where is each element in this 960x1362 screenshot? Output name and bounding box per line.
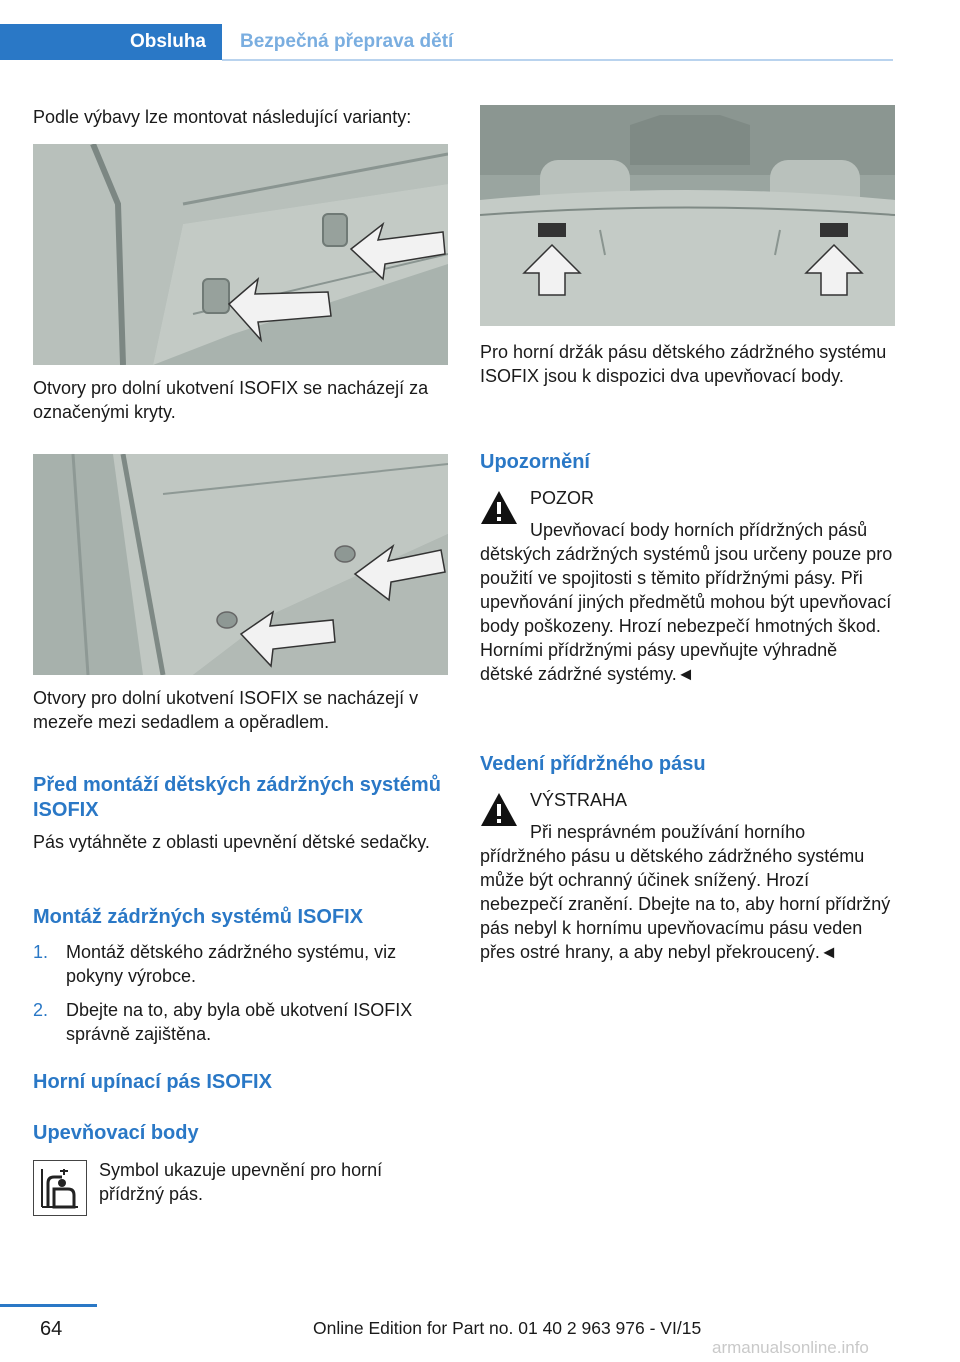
warning-label: VÝSTRAHA bbox=[530, 790, 628, 810]
edition-text: Online Edition for Part no. 01 40 2 963 976 - VI/15 bbox=[313, 1318, 702, 1338]
page-number: 64 bbox=[40, 1318, 63, 1340]
warning-text bbox=[480, 820, 895, 964]
chapter-title: Bezpečná přeprava dětí bbox=[240, 31, 454, 52]
heading-belt-routing: Vedení přídržného pásu bbox=[480, 753, 706, 775]
notice-label: POZOR bbox=[530, 488, 595, 508]
photo-isofix-gap bbox=[33, 454, 448, 675]
step-number: 1. bbox=[33, 942, 49, 962]
section-tab: Obsluha bbox=[0, 24, 222, 60]
caption-rear-anchors: Pro horní držák pásu dětského zádržného systému ISOFIX jsou k dispozici dva upevňovací body. bbox=[480, 342, 887, 386]
notice-text bbox=[480, 518, 895, 686]
before-mounting-text: Pás vytáhněte z oblasti upevnění dětské sedačky. bbox=[33, 832, 430, 852]
intro-text: Podle výbavy lze montovat následující varianty: bbox=[33, 107, 412, 127]
heading-top-tether: Horní upínací pás ISOFIX bbox=[33, 1071, 272, 1093]
caption-covers: Otvory pro dolní ukotvení ISOFIX se nacházejí za označenými kryty. bbox=[33, 378, 429, 422]
page-header bbox=[0, 24, 893, 62]
header-rule bbox=[222, 59, 893, 61]
photo-rear-shelf-anchors bbox=[480, 105, 895, 326]
heading-before-mounting: Před montáží dětských zádržných systémů ISOFIX bbox=[33, 774, 441, 821]
heading-anchor-points: Upevňovací body bbox=[33, 1122, 199, 1144]
photo-isofix-covers bbox=[33, 144, 448, 365]
heading-notice: Upozornění bbox=[480, 451, 590, 473]
step-number: 2. bbox=[33, 1000, 49, 1020]
watermark: armanualsonline.info bbox=[712, 1338, 869, 1357]
symbol-text: Symbol ukazuje upevnění pro horní přídržný pás. bbox=[99, 1160, 383, 1204]
caption-gap: Otvory pro dolní ukotvení ISOFIX se nacházejí v mezeře mezi sedadlem a opěradlem. bbox=[33, 688, 419, 732]
footer-rule bbox=[0, 1304, 97, 1307]
warning-body: Při nesprávném používání horního přídržného pásu u dětského zádržného systému může být ochranný účinek snížený. Hrozí nebezpečí zranění. Dbejte na to, aby horní přídržný pás nebyl k hornímu upevňovacímu pásu veden přes ostré hrany, a aby nebyl překroucený.◄ bbox=[480, 822, 891, 962]
child-seat-tether-icon bbox=[33, 1160, 87, 1216]
heading-mounting: Montáž zádržných systémů ISOFIX bbox=[33, 906, 364, 928]
step-text: Montáž dětského zádržného systému, viz pokyny výrobce. bbox=[66, 942, 397, 986]
notice-body: Upevňovací body horních přídržných pásů dětských zádržných systémů jsou určeny pouze pro použití ve spojitosti s těmito přídržnými pásy. Při upevňování jiných předmětů mohou být upevňovací body poškozeny. Hrozí nebezpečí hmotných škod. Horními přídržnými pásy upevňujte výhradně dětské zádržné systémy.◄ bbox=[480, 520, 893, 684]
step-text: Dbejte na to, aby byla obě ukotvení ISOFIX správně zajištěna. bbox=[66, 1000, 413, 1044]
